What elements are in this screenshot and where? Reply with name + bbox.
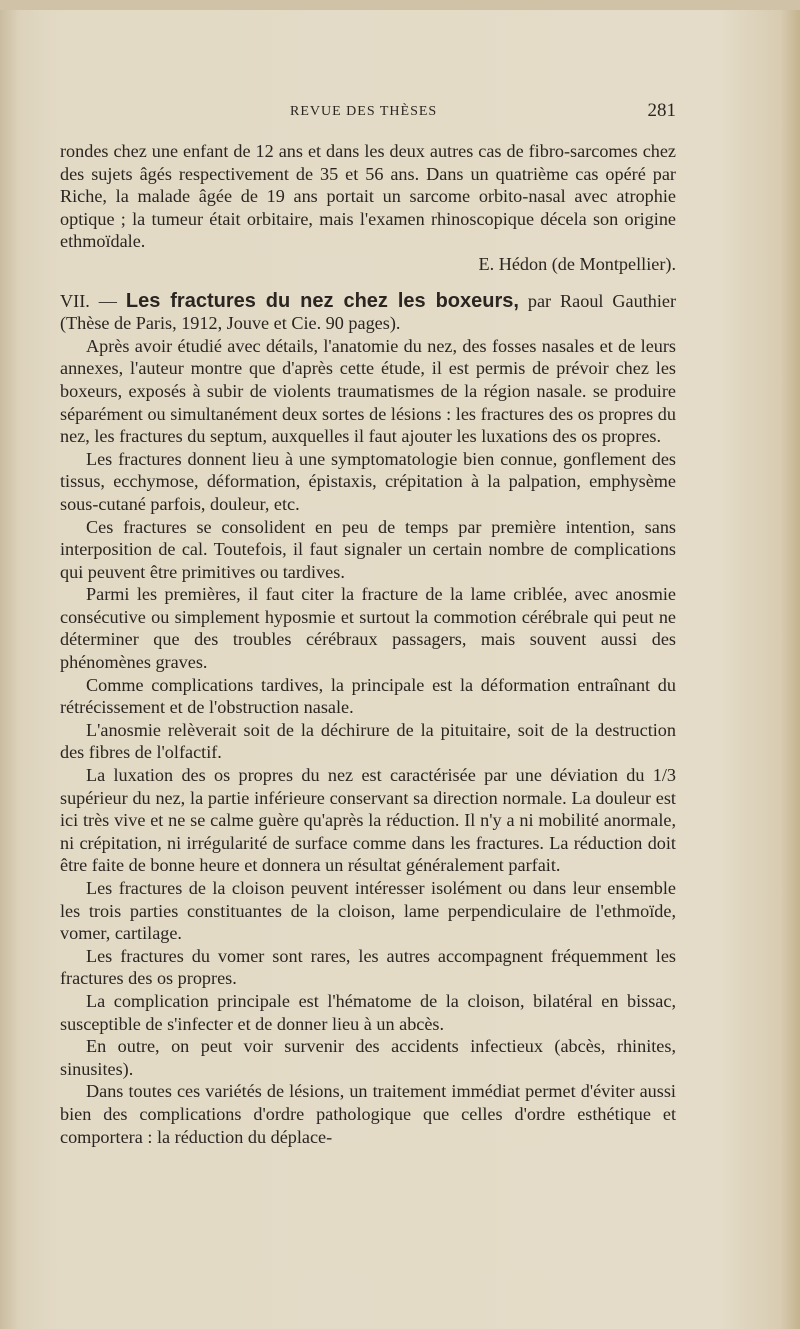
- article-number: VII. —: [60, 290, 117, 311]
- previous-review-paragraph: rondes chez une enfant de 12 ans et dans les deux autres cas de fibro-sarcomes chez des sujets âgés respectivement de 35 et 56 ans. Dans un quatrième cas opéré par Riche, la malade âgée de 19 ans portait un sarcome orbito-nasal avec atrophie optique ; la tumeur était orbitaire, mais l'examen rhinoscopique décela son origine ethmoïdale.: [60, 141, 676, 252]
- paragraph: La complication principale est l'hématome de la cloison, bilatéral en bissac, susceptible de s'infecter et de donner lieu à un abcès.: [60, 990, 676, 1034]
- page-header: [60, 102, 676, 126]
- paragraph: Les fractures donnent lieu à une symptomatologie bien connue, gonflement des tissus, ecchymose, déformation, épistaxis, crépitation à la palpation, emphysème sous-cutané parfois, douleur, etc.: [60, 448, 676, 514]
- paragraph: Ces fractures se consolident en peu de temps par première intention, sans interposition de cal. Toutefois, il faut signaler un certain nombre de complications qui peuvent être primitives ou tardives.: [60, 516, 676, 582]
- paragraph: Dans toutes ces variétés de lésions, un traitement immédiat permet d'éviter aussi bien des complications d'ordre pathologique que celles d'ordre esthétique et comportera : la réduction du déplace-: [60, 1081, 676, 1147]
- scan-edge: [0, 0, 800, 10]
- paragraph: Après avoir étudié avec détails, l'anatomie du nez, des fosses nasales et de leurs annexes, l'auteur montre que d'après cette étude, il est permis de prévoir chez les boxeurs, exposés à subir de violents traumatismes de la région nasale. se produire séparément ou simultanément deux sortes de lésions : les fractures des os propres du nez, les fractures du septum, auxquelles il faut ajouter les luxations des os propres.: [60, 335, 676, 447]
- paragraph: La luxation des os propres du nez est caractérisée par une déviation du 1/3 supérieur du nez, la partie inférieure conservant sa direction normale. La douleur est ici très vive et ne se calme guère qu'après la réduction. Il n'y a ni mobilité anormale, ni crépitation, ni irrégularité de surface comme dans les fractures. La réduction doit être faite de bonne heure et donnera un résultat généralement parfait.: [60, 765, 676, 876]
- article-byline: par Raoul Gauthier (Thèse de Paris, 1912, Jouve et Cie. 90 pages).: [60, 290, 677, 334]
- paragraph: Les fractures de la cloison peuvent intéresser isolément ou dans leur ensemble les trois parties constituantes de la cloison, lame perpendiculaire de l'ethmoïde, vomer, cartilage.: [60, 878, 676, 944]
- paragraph: Parmi les premières, il faut citer la fracture de la lame criblée, avec anosmie consécutive ou simplement hyposmie et surtout la commotion cérébrale qui peut ne déterminer que des troubles cérébraux passagers, mais souvent aussi des phénomènes graves.: [60, 584, 676, 673]
- running-head: REVUE DES THÈSES: [290, 104, 438, 119]
- body-text: [60, 140, 676, 1148]
- paragraph: Les fractures du vomer sont rares, les autres accompagnent fréquemment les fractures des os propres.: [60, 945, 676, 989]
- paragraph: Comme complications tardives, la principale est la déformation entraînant du rétrécissement et de l'obstruction nasale.: [60, 674, 676, 718]
- article-title: Les fractures du nez chez les boxeurs,: [125, 289, 519, 312]
- paragraph: En outre, on peut voir survenir des accidents infectieux (abcès, rhinites, sinusites).: [60, 1036, 676, 1079]
- article-heading: [60, 290, 676, 335]
- page-number: 281: [647, 100, 676, 121]
- reviewer-signature: E. Hédon (de Montpellier).: [478, 253, 676, 274]
- paragraph: L'anosmie relèverait soit de la déchirure de la pituitaire, soit de la destruction des fibres de l'olfactif.: [60, 719, 676, 763]
